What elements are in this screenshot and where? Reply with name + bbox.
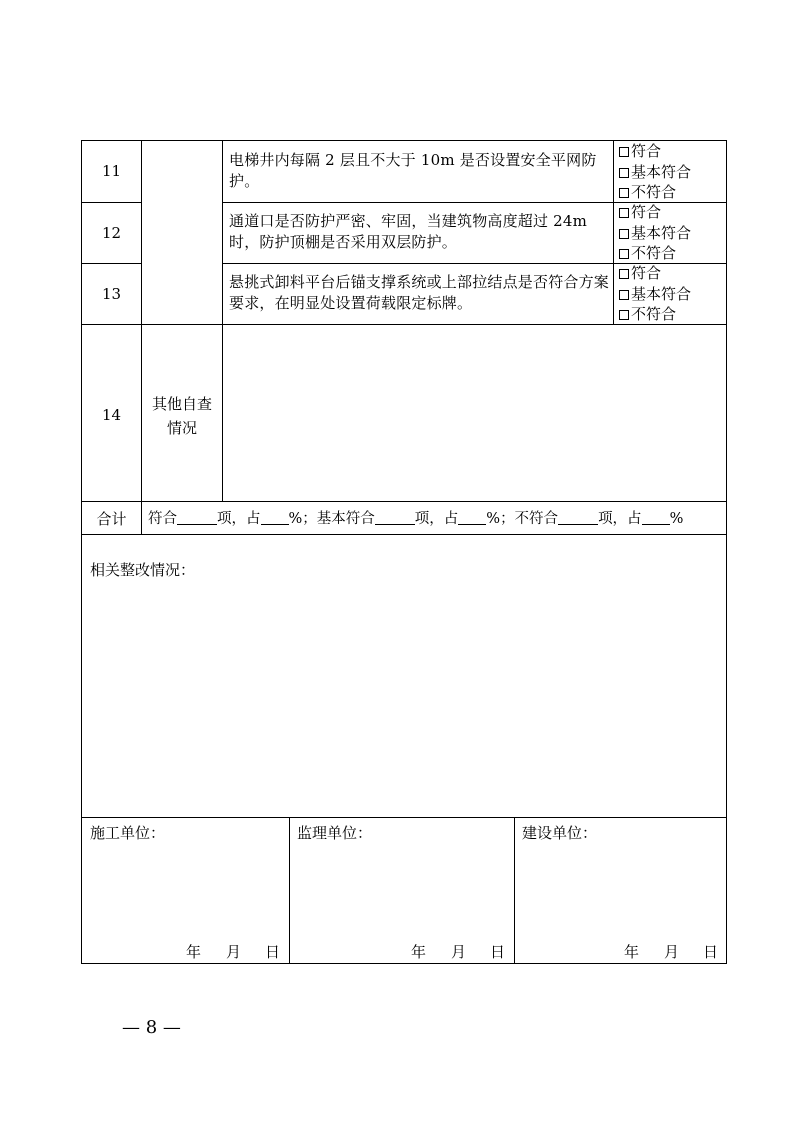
- row-number: 12: [101, 224, 122, 242]
- sign-date-year: 年: [186, 943, 202, 961]
- total-summary: 符合 项，占 %；基本符合 项，占 %；不符合 项，占 %: [148, 511, 684, 527]
- owner-unit-label: 建设单位：: [522, 824, 598, 842]
- table-border-bottom: [81, 963, 727, 964]
- checkbox[interactable]: [619, 229, 629, 239]
- row-divider: [81, 263, 141, 264]
- rectification-content[interactable]: [83, 590, 725, 815]
- checkbox[interactable]: [619, 147, 629, 157]
- option-basic-conform[interactable]: 基本符合: [619, 162, 691, 183]
- check-item-description: 通道口是否防护严密、牢固，当建筑物高度超过 24m 时，防护顶棚是否采用双层防护。: [229, 212, 588, 251]
- column-divider: [222, 140, 223, 502]
- row-divider: [81, 202, 141, 203]
- option-nonconform[interactable]: 不符合: [619, 182, 676, 203]
- column-divider: [514, 817, 515, 964]
- checkbox[interactable]: [619, 269, 629, 279]
- column-divider: [289, 817, 290, 964]
- nonconform-count-blank[interactable]: [558, 510, 598, 525]
- supervision-unit-label: 监理单位：: [297, 824, 373, 842]
- column-divider: [613, 140, 614, 325]
- option-basic-conform[interactable]: 基本符合: [619, 223, 691, 244]
- option-conform[interactable]: 符合: [619, 263, 661, 284]
- check-item-description: 悬挑式卸料平台后锚支撑系统或上部拉结点是否符合方案要求，在明显处设置荷载限定标牌。: [229, 273, 610, 312]
- row-divider: [81, 534, 727, 535]
- option-nonconform[interactable]: 不符合: [619, 304, 676, 325]
- checkbox[interactable]: [619, 310, 629, 320]
- other-check-content[interactable]: [224, 326, 724, 500]
- sign-date-day: 日: [265, 943, 281, 961]
- sign-date-month: 月: [664, 943, 680, 961]
- table-border-left: [81, 140, 82, 964]
- checkbox[interactable]: [619, 290, 629, 300]
- nonconform-percent-blank[interactable]: [642, 510, 670, 525]
- checkbox[interactable]: [619, 168, 629, 178]
- option-nonconform[interactable]: 不符合: [619, 243, 676, 264]
- checkbox[interactable]: [619, 208, 629, 218]
- sign-date-day: 日: [703, 943, 719, 961]
- sign-date-month: 月: [226, 943, 242, 961]
- sign-date-year: 年: [411, 943, 427, 961]
- sign-date-day: 日: [490, 943, 506, 961]
- row-number: 11: [101, 162, 122, 180]
- sign-date-year: 年: [624, 943, 640, 961]
- check-item-description: 电梯井内每隔 2 层且不大于 10m 是否设置安全平网防护。: [229, 151, 597, 190]
- row-number: 14: [101, 406, 122, 424]
- other-check-label: 其他自查: [151, 395, 212, 413]
- basic-conform-percent-blank[interactable]: [458, 510, 486, 525]
- total-label: 合计: [96, 510, 127, 528]
- rectification-label: 相关整改情况：: [90, 561, 196, 579]
- option-conform[interactable]: 符合: [619, 202, 661, 223]
- sign-date-month: 月: [451, 943, 467, 961]
- conform-percent-blank[interactable]: [261, 510, 289, 525]
- conform-count-blank[interactable]: [177, 510, 217, 525]
- row-divider: [81, 817, 727, 818]
- row-divider: [81, 501, 727, 502]
- checkbox[interactable]: [619, 249, 629, 259]
- construction-unit-label: 施工单位：: [90, 824, 166, 842]
- table-border-right: [726, 140, 727, 964]
- checkbox[interactable]: [619, 188, 629, 198]
- other-check-label: 情况: [166, 419, 197, 437]
- option-conform[interactable]: 符合: [619, 141, 661, 162]
- column-divider: [141, 140, 142, 535]
- basic-conform-count-blank[interactable]: [375, 510, 415, 525]
- page-number: — 8 —: [122, 1017, 181, 1038]
- row-number: 13: [101, 285, 122, 303]
- option-basic-conform[interactable]: 基本符合: [619, 284, 691, 305]
